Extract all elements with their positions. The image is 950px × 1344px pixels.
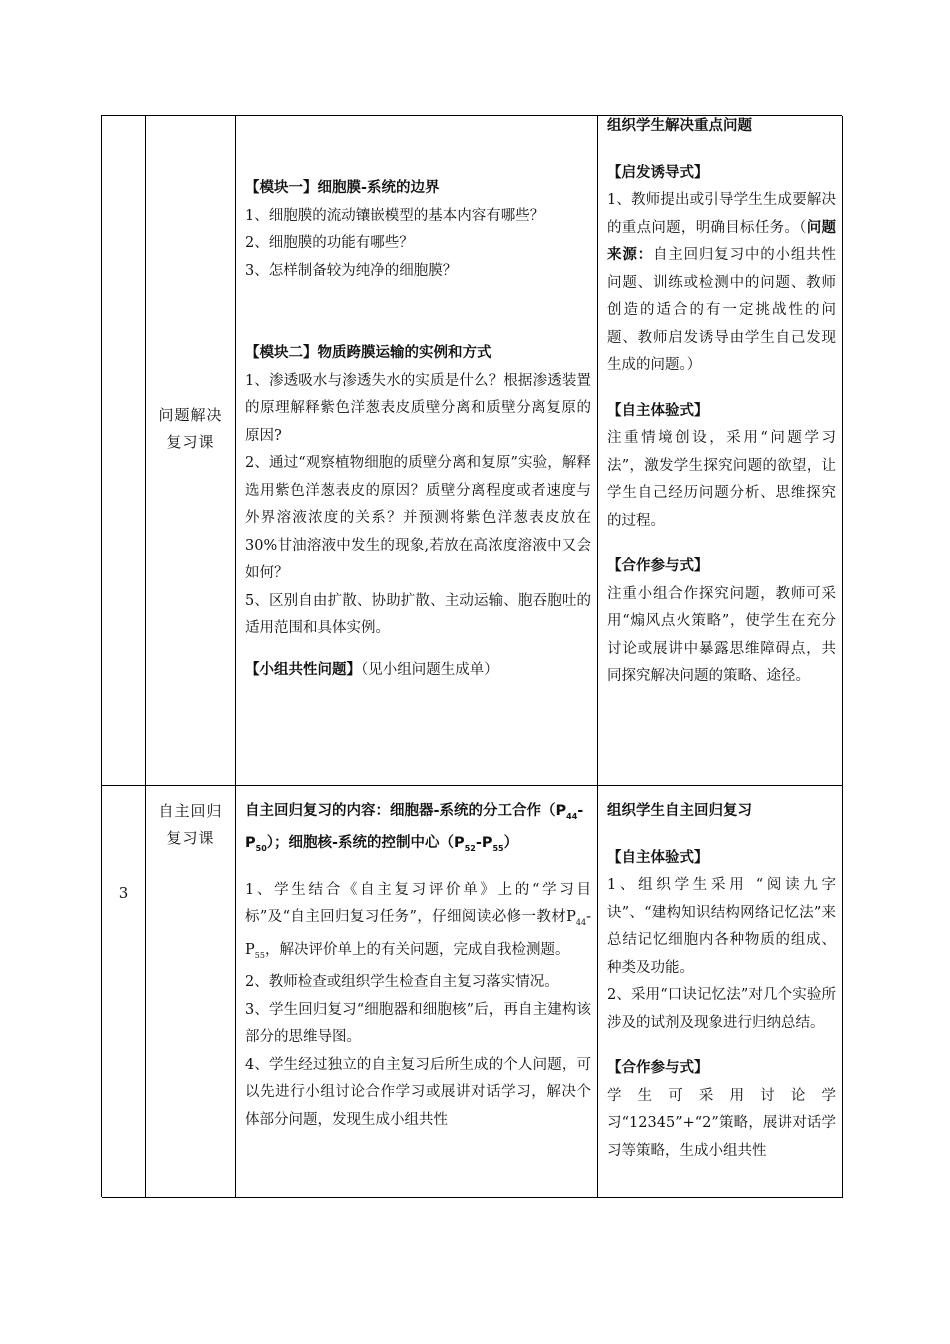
row-number-cell — [102, 116, 146, 786]
lesson-type-label: 自主回归 复习课 — [158, 802, 223, 847]
list-item: 1、学生结合《自主复习评价单》上的“学习目标”及“自主回归复习任务”，仔细阅读必修一教材$P_{44}-P_{55}$，解决评价单上的有关问题，完成自我检测题。 — [245, 881, 591, 960]
row-number-cell — [102, 786, 146, 1198]
lesson-type-label: 问题解决 复习课 — [158, 406, 223, 451]
table-row — [102, 116, 843, 786]
list-item: 4、学生经过独立的自主复习后所生成的个人问题，可以先进行小组讨论合作学习或展讲对话学习，解决个体部分问题，发现生成小组共性 — [245, 1056, 591, 1128]
list-item: 2、细胞膜的功能有哪些？ — [245, 235, 414, 251]
lesson-type-cell — [146, 116, 236, 786]
list-item: 2、教师检查或组织学生检查自主复习落实情况。 — [245, 974, 559, 991]
module-list — [245, 175, 591, 684]
section-title: 【合作参与式】 — [607, 558, 709, 574]
section-text: 学 生 可 采 用 讨 论 学 习“12345”+“2”策略，展讲对话学习等策略，生成小组共性 — [607, 1087, 836, 1159]
list-item: 3、怎样制备较为纯净的细胞膜？ — [245, 262, 458, 279]
content-cell — [236, 116, 598, 786]
module2-title: 【模块二】物质跨膜运输的实例和方式 — [245, 345, 492, 361]
method-heading: 组织学生自主回归复习 — [607, 803, 752, 819]
section-text: 注重小组合作探究问题，教师可采用“煽风点火策略”，使学生在充分讨论或展讲中暴露思维障碍点，共同探究解决问题的策略、途径。 — [607, 585, 836, 684]
section-title: 【合作参与式】 — [607, 1060, 709, 1076]
review-content — [245, 798, 591, 1134]
section-text: 1、组织学生采用 “阅读九字诀”、“建构知识结构网络记忆法”来总结记忆细胞内各种物质的组成、种类及功能。 — [607, 877, 836, 976]
method-text — [607, 798, 836, 1165]
list-item: 3、学生回归复习“细胞器和细胞核”后，再自主建构该部分的思维导图。 — [245, 1001, 591, 1046]
list-item: 5、区别自由扩散、协助扩散、主动运输、胞吞胞吐的适用范围和具体实例。 — [245, 592, 591, 636]
group-problem-line: 【小组共性问题】（见小组问题生成单） — [245, 661, 499, 678]
lesson-plan-table — [101, 115, 842, 1197]
section-title: 【自主体验式】 — [607, 402, 709, 419]
lesson-type-cell — [146, 786, 236, 1198]
section-text: 注重情境创设，采用“问题学习法”，激发学生探究问题的欲望，让学生自己经历问题分析、思维探究的过程。 — [607, 430, 836, 529]
row-number: 3 — [118, 884, 129, 902]
content-cell — [236, 786, 598, 1198]
method-text — [607, 113, 836, 691]
list-item: 1、渗透吸水与渗透失水的实质是什么？根据渗透装置的原理解释紫色洋葱表皮质壁分离和质壁分离复原的原因? — [245, 372, 591, 444]
list-item: 1、细胞膜的流动镶嵌模型的基本内容有哪些？ — [245, 207, 545, 224]
table-row — [102, 786, 843, 1198]
section-title: 【启发诱导式】 — [607, 164, 709, 181]
method-heading: 组织学生解决重点问题 — [607, 118, 752, 134]
section-text: 1、教师提出或引导学生生成要解决的重点问题，明确目标任务。（问题来源：自主回归复习中的小组共性问题、训练或检测中的问题、教师创造的适合的有一定挑战性的问题、教师启发诱导由学生自己发现生成的问题。） — [607, 192, 837, 373]
review-title: 自主回归复习的内容：细胞器-系统的分工合作$(P_{44}-P_{50})$；细胞核-系统的控制中心$(P_{52}-P_{55})$ — [245, 803, 584, 854]
section-text: 2、采用“口诀记忆法”对几个实验所涉及的试剂及现象进行归纳总结。 — [607, 987, 836, 1031]
list-item: 2、通过“观察植物细胞的质壁分离和复原”实验，解释选用紫色洋葱表皮的原因？质壁分离程度或者速度与外界溶液浓度的关系？并预测将紫色洋葱表皮放在30%甘油溶液中发生的现象,若放在高浓度溶液中又会如何？ — [245, 455, 591, 581]
method-cell — [598, 786, 843, 1198]
module1-title: 【模块一】细胞膜-系统的边界 — [245, 180, 440, 196]
method-cell — [598, 116, 843, 786]
section-title: 【自主体验式】 — [607, 849, 709, 866]
